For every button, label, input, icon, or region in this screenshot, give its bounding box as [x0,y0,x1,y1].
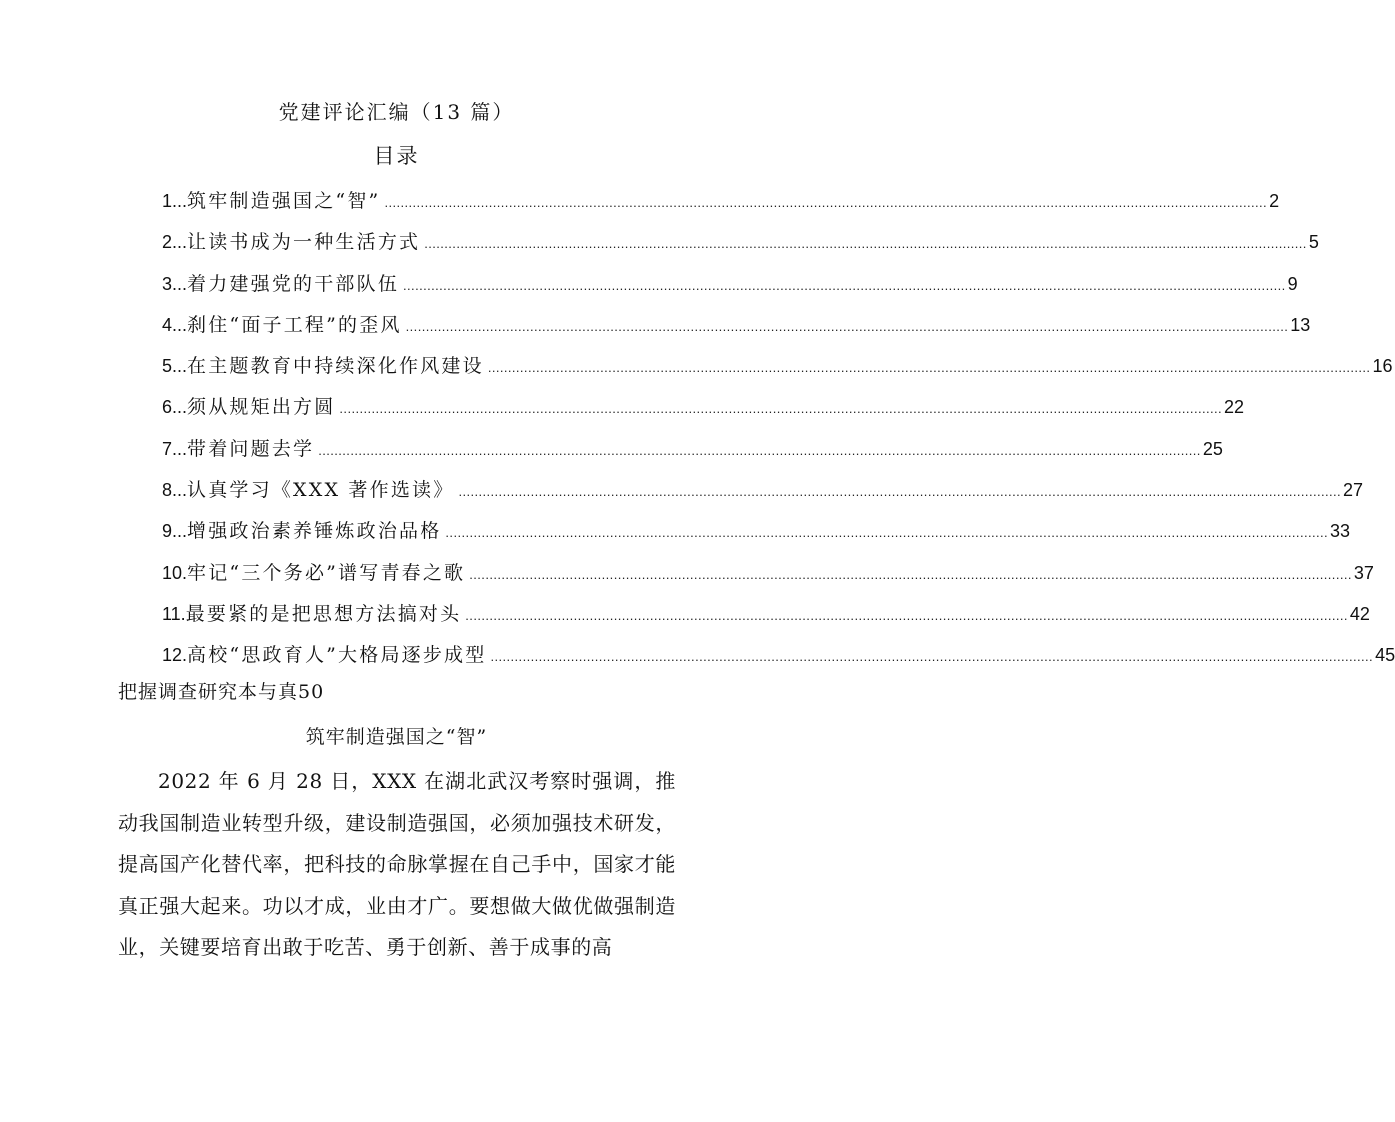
toc-entry-number: 12. [162,645,188,666]
toc-entry-page: 45 [1375,645,1395,666]
toc-entry-number: 5... [162,356,188,377]
toc-entry-title: 筑牢制造强国之“智” [187,190,381,212]
toc-entry-number: 3... [162,273,188,294]
toc-entry-page: 16 [1372,356,1393,377]
toc-entry-title: 高校“思政育人”大格局逐步成型 [187,644,487,667]
toc-entry-number: 10. [162,562,188,583]
toc-dot-leader: ............................................................................................................................................................................................................................ [445,525,1329,541]
toc-entry[interactable] [162,351,1393,392]
document-title: 党建评论汇编（13 篇） [278,100,515,124]
toc-dot-leader: ............................................................................................................................................................................................................................ [384,195,1268,210]
toc-entry[interactable] [162,392,1245,433]
toc-entry[interactable] [162,269,1298,310]
toc-entry-title: 牢记“三个务必”谱写青春之歌 [187,561,466,584]
toc-entry-title: 刹住“面子工程”的歪风 [187,313,402,336]
article-title: 筑牢制造强国之“智” [305,726,488,748]
toc-entry[interactable] [162,186,1280,227]
toc-entry[interactable] [162,310,1311,351]
toc-entry-number: 2... [162,232,188,253]
table-of-contents [162,186,1395,682]
toc-entry-page: 9 [1287,273,1298,294]
toc-entry[interactable] [162,227,1319,268]
toc-entry[interactable] [162,599,1370,640]
toc-entry-title: 让读书成为一种生活方式 [187,231,421,254]
toc-heading: 目录 [373,144,420,168]
toc-entry-number: 6... [162,397,188,418]
toc-entry-page: 2 [1269,191,1280,211]
article-body: 2022 年 6 月 28 日，XXX 在湖北武汉考察时强调，推动我国制造业转型升级，建设制造强国，必须加强技术研发，提高国产化替代率，把科技的命脉掌握在自己手中，国家才能真正强大起来。功以才成，业由才广。要想做大做优做强制造业，关键要培育出敢于吃苦、勇于创新、善于成事的高 [118,769,676,959]
toc-dot-leader: ............................................................................................................................................................................................................................ [465,607,1348,623]
toc-entry-page: 27 [1343,480,1364,501]
toc-entry-title: 在主题教育中持续深化作风建设 [187,355,484,378]
toc-entry[interactable] [162,640,1395,681]
toc-extra-line: 把握调查研究本与真50 [118,681,325,703]
toc-dot-leader: ............................................................................................................................................................................................................................ [490,649,1374,665]
toc-entry-page: 22 [1224,397,1245,418]
toc-dot-leader: ............................................................................................................................................................................................................................ [424,236,1307,252]
toc-entry-number: 1... [162,191,188,211]
toc-entry-page: 5 [1308,232,1319,253]
toc-entry-title: 着力建强党的干部队伍 [187,272,400,295]
toc-entry-page: 37 [1353,562,1374,583]
toc-entry[interactable] [162,558,1374,599]
toc-entry-number: 4... [162,314,188,335]
toc-entry-title: 最要紧的是把思想方法搞对头 [185,602,462,625]
toc-dot-leader: ............................................................................................................................................................................................................................ [405,318,1289,334]
toc-entry-number: 9... [162,521,188,542]
toc-entry-page: 13 [1290,314,1311,335]
toc-entry-title: 带着问题去学 [187,437,315,460]
toc-dot-leader: ............................................................................................................................................................................................................................ [458,484,1342,500]
toc-entry-title: 认真学习《XXX 著作选读》 [187,479,455,502]
toc-entry-page: 42 [1349,603,1370,624]
toc-entry[interactable] [162,475,1364,516]
toc-entry-title: 须从规矩出方圆 [187,396,336,419]
toc-entry-page: 33 [1330,521,1351,542]
toc-entry-title: 增强政治素养锤炼政治品格 [187,520,442,543]
toc-entry[interactable] [162,516,1351,557]
toc-dot-leader: ............................................................................................................................................................................................................................ [339,401,1223,417]
toc-entry-number: 7... [162,438,188,459]
toc-entry-page: 25 [1202,438,1223,459]
toc-entry-number: 11. [162,603,186,624]
toc-dot-leader: ............................................................................................................................................................................................................................ [318,442,1201,458]
toc-dot-leader: ............................................................................................................................................................................................................................ [403,277,1286,293]
toc-dot-leader: ............................................................................................................................................................................................................................ [469,566,1352,582]
toc-entry-number: 8... [162,480,188,501]
toc-dot-leader: ............................................................................................................................................................................................................................ [487,360,1371,376]
toc-entry[interactable] [162,434,1223,475]
